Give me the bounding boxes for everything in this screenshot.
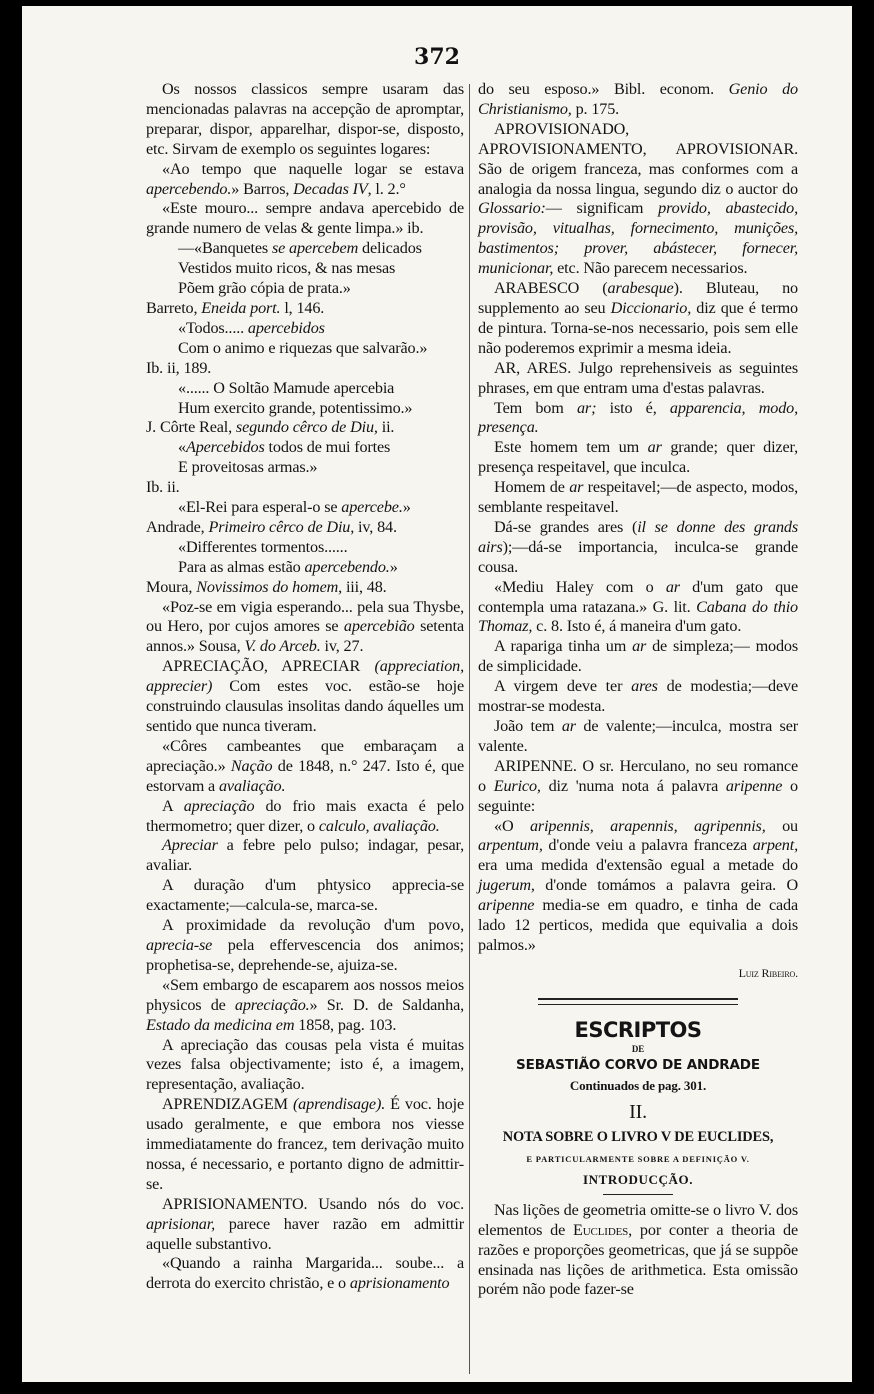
verse-line: «Differentes tormentos......	[178, 537, 348, 556]
quotation: «O aripennis, arapennis, agripennis, ou arpentum, d'onde veiu a palavra franceza arpent, era uma medida d'extensão egual a metade do jugerum, d'onde tomámos a palavra geira. O aripenne media-se em quadro, e tinha de cada lado 12 perticos, medida que equivalia a dois palmos.»	[478, 816, 798, 954]
paragraph: Homem de ar respeitavel;—de aspecto, modos, semblante respeitavel.	[478, 478, 798, 517]
citation: Ib. ii.	[146, 478, 180, 497]
verse-line: Para as almas estão apercebendo.»	[178, 557, 398, 576]
author-signature: Luiz Ribeiro.	[738, 965, 798, 980]
paragraph: A duração d'um phtysico apprecia-se exactamente;—calcula-se, marca-se.	[146, 876, 464, 915]
verse-line: «El-Rei para esperal-o se apercebe.»	[178, 498, 411, 517]
continuation: do seu esposo.» Bibl. econom. Genio do Christianismo, p. 175.	[478, 80, 798, 118]
verse-line: «Apercebidos todos de mui fortes	[178, 438, 391, 457]
section-number: II.	[629, 1100, 647, 1123]
paragraph: A proximidade da revolução d'um povo, aprecia-se pela effervescencia dos animos; prophetisa-se, deprehende-se, ajuiza-se.	[146, 916, 464, 974]
verse-line: E proveitosas armas.»	[178, 458, 318, 477]
quotation: «Sem embargo de escaparem aos nossos meios physicos de apreciação.» Sr. D. de Saldanha, Estado da medicina em 1858, pag. 103.	[146, 975, 464, 1034]
paragraph: Nas lições de geometria omitte-se o livro V. dos elementos de Euclides, por conter a theoria de razões e proporções geometricas, que já se suppõe ensinada nas lições de arithmetica. Esta omissão porém não pode fazer-se	[478, 1200, 798, 1299]
quotation: «Quando a rainha Margarida... soube... a derrota do exercito christão, e o aprisionamento	[146, 1254, 464, 1293]
paragraph: A rapariga tinha um ar de simpleza;— modos de simplicidade.	[478, 637, 798, 676]
entry-aprisionamento: APRISIONAMENTO. Usando nós do voc. aprisionar, parece haver razão em admittir aquelle substantivo.	[146, 1194, 464, 1253]
quotation: «Poz-se em vigia esperando... pela sua Thysbe, ou Hero, por cujos amores se apercebião setenta annos.» Sousa, V. do Arceb. iv, 27.	[146, 597, 464, 656]
book-page	[22, 6, 852, 1382]
quotation: «Mediu Haley com o ar d'um gato que contempla uma ratazana.» G. lit. Cabana do thio Thomaz, c. 8. Isto é, á maneira d'um gato.	[478, 577, 799, 636]
verse-line: —«Banquetes se apercebem delicados	[178, 239, 422, 258]
entry-arabesco: ARABESCO (arabesque). Bluteau, no supplemento ao seu Diccionario, diz que é termo de pintura. Torna-se-nos necessario, pois sem elle não poderemos exprimir a mesma ideia.	[478, 279, 799, 357]
quotation: «Côres cambeantes que embaraçam a apreciação.» Nação de 1848, n.° 247. Isto é, que estorvam a avaliação.	[146, 736, 465, 795]
citation: Moura, Novissimos do homem, iii, 48.	[146, 577, 387, 596]
verse-line: Põem grão cópia de prata.»	[178, 279, 351, 298]
citation: Ib. ii, 189.	[146, 358, 212, 377]
paragraph: Dá-se grandes ares (il se donne des grands airs);—dá-se importancia, inculca-se grande cousa.	[478, 517, 798, 576]
verse-line: «Todos..... apercebidos	[178, 318, 325, 337]
section-heading: NOTA SOBRE O LIVRO V DE EUCLIDES,	[502, 1128, 774, 1145]
paragraph: Este homem tem um ar grande; quer dizer, presença respeitavel, que inculca.	[478, 438, 798, 477]
paragraph: João tem ar de valente;—inculca, mostra ser valente.	[478, 717, 798, 755]
quotation: «Este mouro... sempre andava apercebido de grande numero de velas & gente limpa.» ib.	[146, 199, 464, 238]
entry-ar-ares: AR, ARES. Julgo reprehensiveis as seguintes phrases, em que entram uma d'estas palavras.	[478, 358, 798, 397]
section-title: ESCRIPTOS	[574, 1017, 702, 1042]
right-column	[478, 80, 798, 1300]
section-author: SEBASTIÃO CORVO DE ANDRADE	[516, 1056, 760, 1073]
paragraph: A virgem deve ter ares de modestia;—deve mostrar-se modesta.	[478, 677, 798, 716]
quotation: «Ao tempo que naquelle logar se estava apercebendo.» Barros, Decadas IV, l. 2.°	[146, 159, 464, 198]
citation: Andrade, Primeiro cêrco de Diu, iv, 84.	[146, 517, 397, 536]
section-subheading: E PARTICULARMENTE SOBRE A DEFINIÇÃO V.	[526, 1153, 750, 1164]
verse-line: Vestidos muito ricos, & nas mesas	[178, 259, 396, 278]
citation: J. Côrte Real, segundo cêrco de Diu, ii.	[146, 418, 395, 437]
citation: Barreto, Eneida port. l, 146.	[146, 298, 325, 317]
paragraph: Tem bom ar; isto é, apparencia, modo, presença.	[478, 398, 798, 437]
introduction-heading: INTRODUCÇÃO.	[582, 1171, 694, 1187]
section-continued: Continuados de pag. 301.	[569, 1077, 707, 1093]
entry-aripenne: ARIPENNE. O sr. Herculano, no seu romance o Eurico, diz 'numa nota á palavra aripenne o seguinte:	[478, 756, 799, 815]
entry-apreciacao: APRECIAÇÃO, APRECIAR (appreciation, apprecier) Com estes voc. estão-se hoje construindo clausulas insolitas dando áquelles um sentido que nunca tiveram.	[146, 657, 464, 735]
column-divider	[469, 84, 470, 1374]
paragraph: Os nossos classicos sempre usaram das mencionadas palavras na accepção de apromptar, preparar, dispor, apparelhar, dispor-se, disposto, etc. Sirvam de exemplo os seguintes logares:	[146, 80, 464, 158]
verse-line: Hum exercito grande, potentissimo.»	[178, 398, 413, 417]
entry-aprovisionado: APROVISIONADO, APROVISIONAMENTO, APROVISIONAR. São de origem franceza, mas conformes com a analogia da nossa lingua, segundo diz o auctor do Glossario:— significam provido, abastecido, provisão, vitualhas, fornecimento, munições, bastimentos; prover, abástecer, fornecer, municionar, etc. Não parecem necessarios.	[478, 119, 798, 278]
verse-line: «...... O Soltão Mamude apercebia	[178, 378, 395, 397]
left-column	[146, 80, 464, 1294]
paragraph: A apreciação do frio mais exacta é pelo thermometro; quer dizer, o calculo, avaliação.	[146, 796, 465, 835]
paragraph: A apreciação das cousas pela vista é muitas vezes falsa objectivamente; isto é, a imagem, representação, avaliação.	[146, 1035, 464, 1094]
page-number: 372	[414, 44, 460, 70]
entry-aprendizagem: APRENDIZAGEM (aprendisage). É voc. hoje usado geralmente, e que embora nos viesse immediatamente do francez, tem derivação muito nossa, é necessario, e portanto digno de admittir-se.	[146, 1095, 464, 1193]
section-rule	[538, 998, 738, 1005]
section-de: DE	[631, 1043, 645, 1054]
paragraph: Apreciar a febre pelo pulso; indagar, pesar, avaliar.	[146, 836, 464, 875]
verse-line: Com o animo e riquezas que salvarão.»	[178, 338, 428, 357]
small-rule	[603, 1194, 673, 1195]
